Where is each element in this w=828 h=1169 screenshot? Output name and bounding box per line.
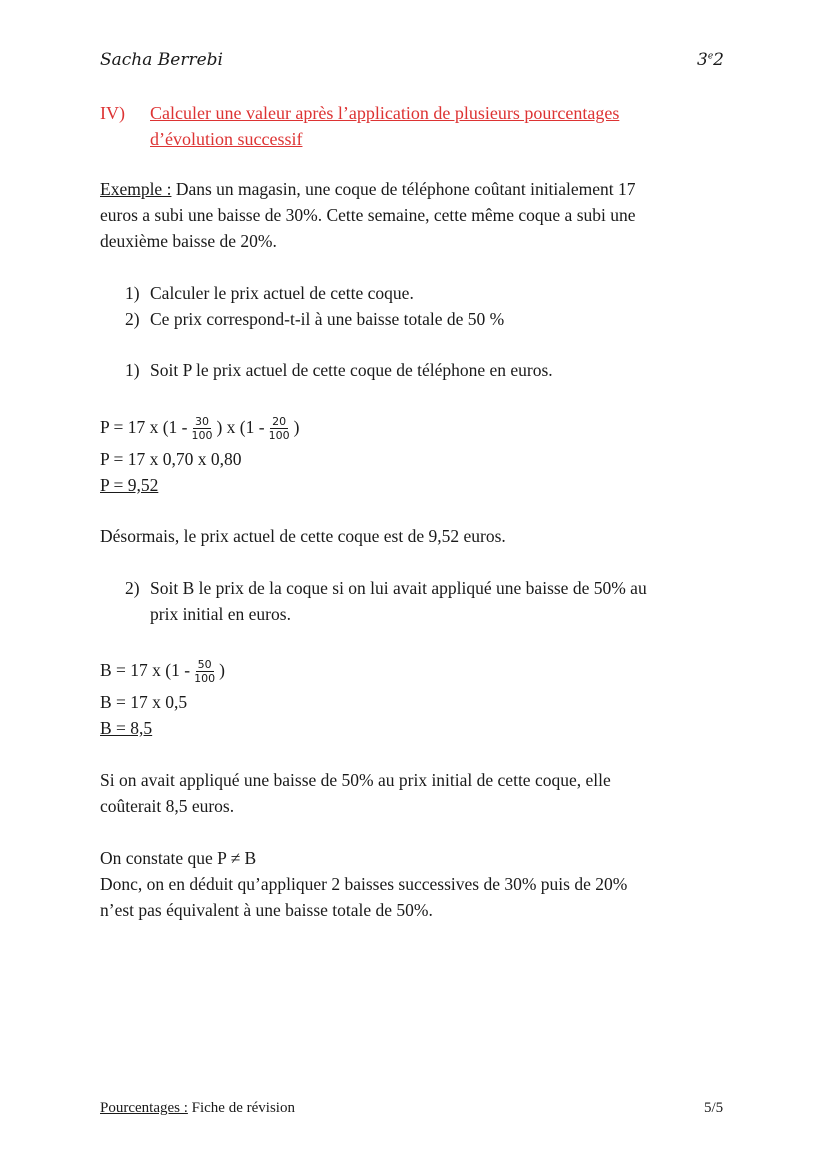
answer1-calc1: P = 17 x (1 - $\frac{30}{100}$ ) x (1 - $\frac{20}{100}$ ) xyxy=(100,415,300,443)
example-line3: deuxième baisse de 20%. xyxy=(100,231,277,251)
answer2-calc1: B = 17 x (1 - $\frac{50}{100}$ ) xyxy=(100,658,225,686)
final-line1: On constate que P ≠ B xyxy=(100,848,257,868)
question-1: 1) Calculer le prix actuel de cette coque. xyxy=(125,283,414,303)
answer1-conclusion: Désormais, le prix actuel de cette coque est de 9,52 euros. xyxy=(100,526,506,546)
answer2-intro-line2: prix initial en euros. xyxy=(150,604,291,624)
answer1-result: P = 9,52 xyxy=(100,475,159,495)
section-title-line1: Calculer une valeur après l’application de plusieurs pourcentages xyxy=(150,103,620,123)
section-title-line2: d’évolution successif xyxy=(150,129,303,149)
fraction-20-100: $\frac{20}{100}$ xyxy=(268,415,290,443)
section-number: IV) xyxy=(100,103,125,123)
example-line2: euros a subi une baisse de 30%. Cette semaine, cette même coque a subi une xyxy=(100,205,636,225)
author-name: Sacha Berrebi xyxy=(100,50,223,70)
answer2-intro: 2) Soit B le prix de la coque si on lui avait appliqué une baisse de 50% au xyxy=(125,578,647,598)
answer1-intro: 1) Soit P le prix actuel de cette coque de téléphone en euros. xyxy=(125,360,553,380)
example-line1: Exemple : Dans un magasin, une coque de téléphone coûtant initialement 17 xyxy=(100,179,636,199)
footer-title: Pourcentages : Fiche de révision xyxy=(100,1100,295,1116)
answer2-conclusion-line1: Si on avait appliqué une baisse de 50% au prix initial de cette coque, elle xyxy=(100,770,611,790)
example-label: Exemple : xyxy=(100,179,172,199)
fraction-30-100: $\frac{30}{100}$ xyxy=(191,415,213,443)
page-number: 5/5 xyxy=(704,1100,724,1116)
final-line3: n’est pas équivalent à une baisse totale de 50%. xyxy=(100,900,433,920)
fraction-50-100: $\frac{50}{100}$ xyxy=(194,658,216,686)
class-label: 3e2 xyxy=(697,50,724,70)
question-2: 2) Ce prix correspond-t-il à une baisse totale de 50 % xyxy=(125,309,505,329)
answer1-calc2: P = 17 x 0,70 x 0,80 xyxy=(100,449,242,469)
answer2-conclusion-line2: coûterait 8,5 euros. xyxy=(100,796,235,816)
answer2-result: B = 8,5 xyxy=(100,718,153,738)
answer2-calc2: B = 17 x 0,5 xyxy=(100,692,188,712)
final-line2: Donc, on en déduit qu’appliquer 2 baisses successives de 30% puis de 20% xyxy=(100,874,628,894)
